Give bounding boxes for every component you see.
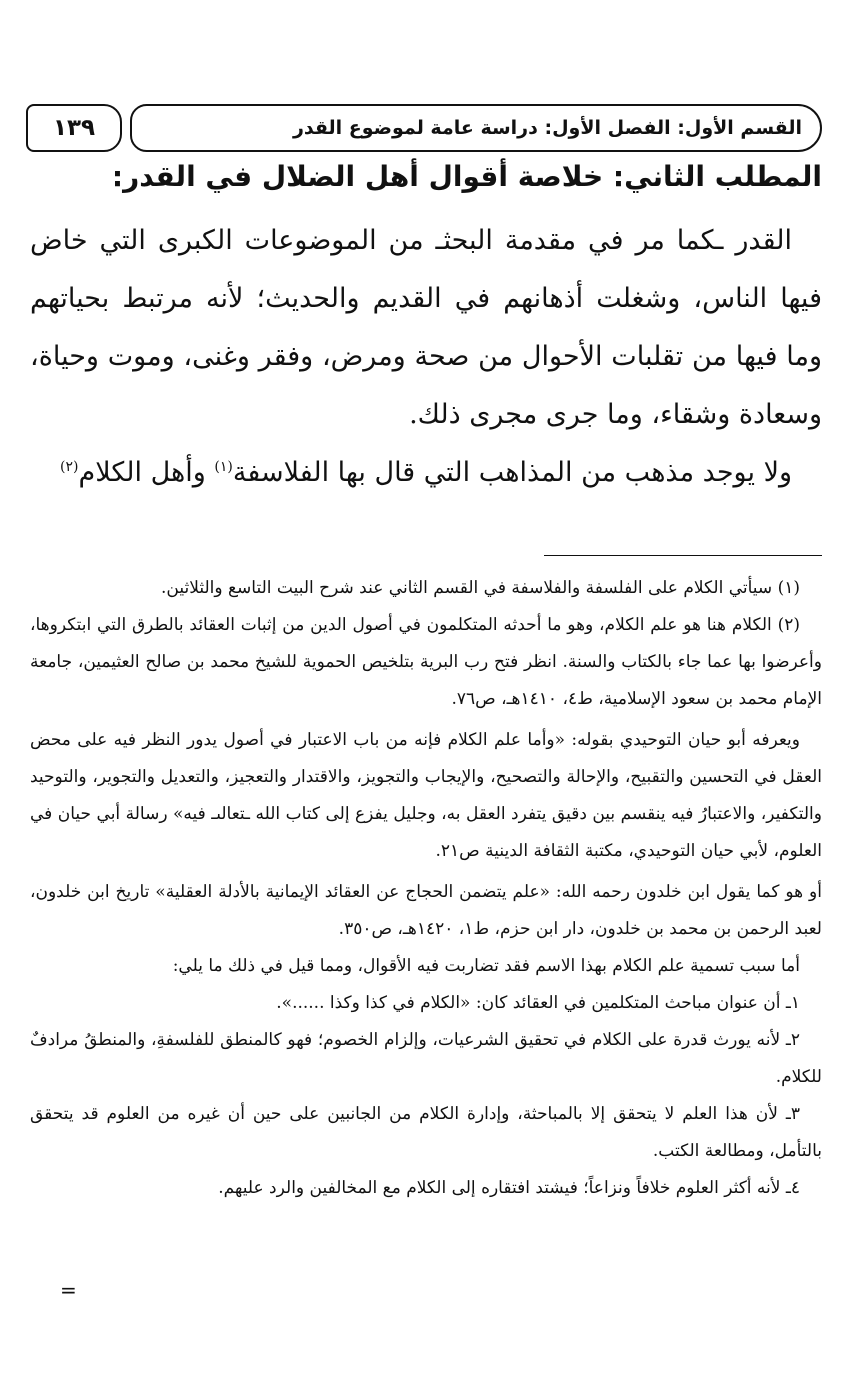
footnote-ref-1[interactable]: (١) — [214, 459, 233, 475]
footnote-2-tawhidi: ويعرفه أبو حيان التوحيدي بقوله: «وأما علم الكلام فإنه من باب الاعتبار في أصول يدور النظر فيه على محض العقل في التحسين والتقبيح، والإحالة والتصحيح، والإيجاب والتجويز، والاقتدار والتعجيز، والتعديل والتجوير، والتوحيد والتكفير، والاعتبارُ فيه ينقسم بين دقيق يتفرد العقل به، وجليل يفزع إلى كتاب الله ـتعالىـ فيه» رسالة أبي حيان في العلوم، لأبي حيان التوحيدي، مكتبة الثقافة الدينية ص٢١. — [30, 730, 822, 861]
footnote-2-ibn-khaldun: أو هو كما يقول ابن خلدون رحمه الله: «علم يتضمن الحجاج عن العقائد الإيمانية بالأدلة العقلية» تاريخ ابن خلدون، لعبد الرحمن بن محمد بن خلدون، دار ابن حزم، ط١، ١٤٢٠هـ، ص٣٥٠. — [30, 882, 822, 939]
running-title-frame — [130, 104, 822, 152]
main-text — [30, 212, 822, 502]
body-paragraph-2 — [30, 444, 822, 502]
footnote-1: (١) سيأتي الكلام على الفلسفة والفلاسفة في القسم الثاني عند شرح البيت التاسع والثلاثين. — [161, 578, 800, 598]
body-paragraph-2-part1: ولا يوجد مذهب من المذاهب التي قال بها الفلاسفة — [232, 457, 792, 488]
footnote-separator — [544, 555, 822, 556]
footnotes — [30, 570, 822, 1207]
footnote-ref-2[interactable]: (٢) — [60, 459, 79, 475]
page-number-frame — [26, 104, 122, 152]
footnote-2: (٢) الكلام هنا هو علم الكلام، وهو ما أحدثه المتكلمون في أصول الدين من إثبات العقائد بالطرق التي ابتكروها، وأعرضوا بها عما جاء بالكتاب والسنة. انظر فتح رب البرية بتلخيص الحموية للشيخ محمد بن صالح العثيمين، جامعة الإمام محمد بن سعود الإسلامية، ط٤، ١٤١٠هـ، ص٧٦. — [30, 615, 822, 709]
page-number: ١٣٩ — [52, 115, 96, 141]
naming-reason-2: ٢ـ لأنه يورث قدرة على الكلام في تحقيق الشرعيات، وإلزام الخصوم؛ فهو كالمنطق للفلسفةِ، والمنطقُ مرادفٌ للكلام. — [30, 1030, 822, 1087]
continuation-mark: = — [60, 1278, 77, 1302]
naming-reason-3: ٣ـ لأن هذا العلم لا يتحقق إلا بالمباحثة، وإدارة الكلام من الجانبين على حين أن غيره من العلوم قد يتحقق بالتأمل، ومطالعة الكتب. — [30, 1104, 822, 1161]
footnote-2-naming-intro: أما سبب تسمية علم الكلام بهذا الاسم فقد تضاربت فيه الأقوال، ومما قيل في ذلك ما يلي: — [172, 956, 800, 976]
body-paragraph-2-part2: وأهل الكلام — [78, 457, 215, 488]
section-heading: المطلب الثاني: خلاصة أقوال أهل الضلال في القدر: — [111, 160, 822, 193]
naming-reason-1: ١ـ أن عنوان مباحث المتكلمين في العقائد كان: «الكلام في كذا وكذا ......». — [276, 993, 800, 1013]
running-title: القسم الأول: الفصل الأول: دراسة عامة لموضوع القدر — [292, 117, 802, 139]
body-paragraph-1: القدر ـكما مر في مقدمة البحثـ من الموضوعات الكبرى التي خاض فيها الناس، وشغلت أذهانهم في القديم والحديث؛ لأنه مرتبط بحياتهم وما فيها من تقلبات الأحوال من صحة ومرض، وفقر وغنى، وموت وحياة، وسعادة وشقاء، وما جرى مجرى ذلك. — [30, 225, 822, 430]
running-header — [26, 104, 822, 152]
naming-reason-4: ٤ـ لأنه أكثر العلوم خلافاً ونزاعاً؛ فيشتد افتقاره إلى الكلام مع المخالفين والرد عليهم. — [218, 1178, 800, 1198]
